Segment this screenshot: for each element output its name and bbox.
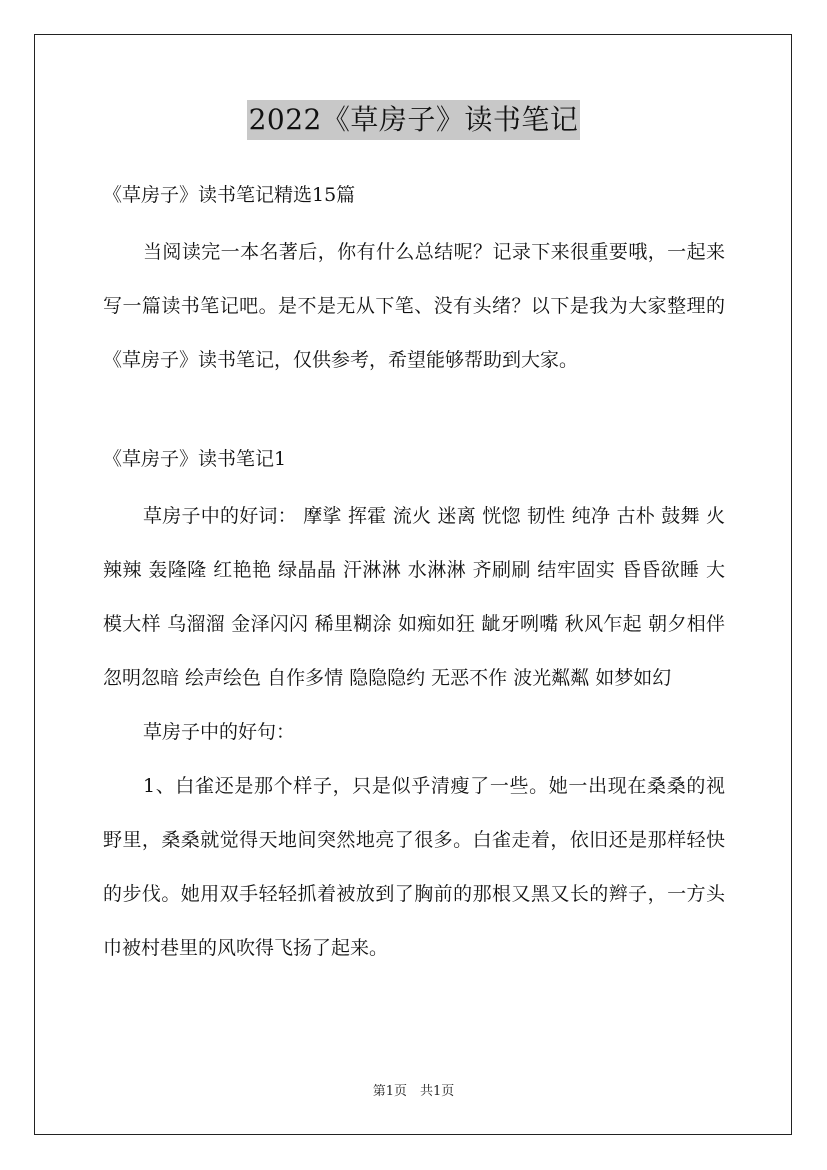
document-title: 2022《草房子》读书笔记 — [247, 100, 581, 140]
subtitle: 《草房子》读书笔记精选15篇 — [103, 184, 356, 206]
spacer — [103, 387, 725, 439]
spacer — [103, 479, 725, 489]
spacer — [103, 215, 725, 225]
good-sentences-heading: 草房子中的好句： — [143, 721, 296, 743]
document-body — [103, 175, 725, 975]
page-number: 第1页 共1页 — [372, 1084, 455, 1099]
good-words-paragraph: 草房子中的好词： 摩挲 挥霍 流火 迷离 恍惚 韧性 纯净 古朴 鼓舞 火辣辣 轰隆隆 红艳艳 绿晶晶 汗淋淋 水淋淋 齐刷刷 结牢固实 昏昏欲睡 大模大样 乌溜溜 金泽闪闪 稀里糊涂 如痴如狂 龇牙咧嘴 秋风乍起 朝夕相伴 忽明忽暗 绘声绘色 自作多情 隐隐隐约 无恶不作 波光粼粼 如梦如幻 — [103, 505, 725, 689]
title-container — [0, 100, 827, 140]
intro-paragraph: 当阅读完一本名著后，你有什么总结呢？记录下来很重要哦，一起来写一篇读书笔记吧。是不是无从下笔、没有头绪？以下是我为大家整理的《草房子》读书笔记，仅供参考，希望能够帮助到大家。 — [103, 241, 725, 371]
sentence-paragraph: 1、白雀还是那个样子，只是似乎清瘦了一些。她一出现在桑桑的视野里，桑桑就觉得天地间突然地亮了很多。白雀走着，依旧还是那样轻快的步伐。她用双手轻轻抓着被放到了胸前的那根又黑又长的辫子，一方头巾被村巷里的风吹得飞扬了起来。 — [103, 775, 725, 959]
section-heading: 《草房子》读书笔记1 — [103, 448, 287, 470]
page-footer — [0, 1083, 827, 1101]
